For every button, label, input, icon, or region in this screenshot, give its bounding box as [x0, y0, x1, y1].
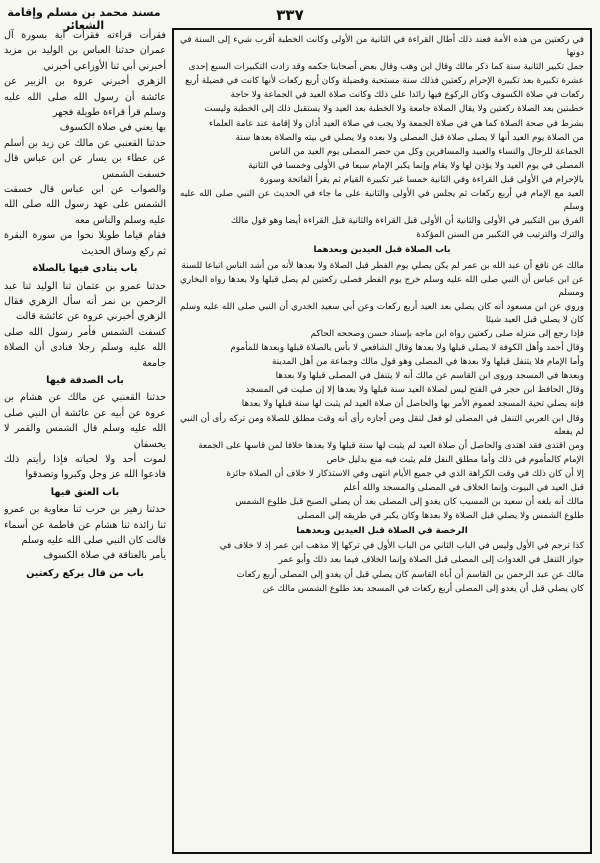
side-heading: باب العتق فيها	[50, 486, 120, 498]
main-paragraph: إلا أن كان ذلك في وقت الكراهة الذي في جميع الأيام انتهى وفي الاستذكار لا خلاف أن الصلاة جائزة	[226, 468, 584, 479]
side-paragraph: كسفت الشمس فأمر رسول الله صلى الله عليه وسلم رجلا فنادى أن الصلاة جامعة	[4, 326, 166, 369]
side-heading: باب ينادى فيها بالصلاة	[32, 263, 138, 275]
section-heading: الرخصة في الصلاة قبل العيدين وبعدهما	[296, 526, 468, 537]
main-paragraph: مالك أنه بلغه أن سعيد بن المسيب كان يغدو إلى المصلى بعد أن يصلي الصبح قبل طلوع الشمس	[235, 497, 584, 508]
side-paragraph: الزهري أخبرني عروة بن الزبير عن عائشة أن رسول الله صلى الله عليه وسلم قرأ قراءة طويلة فجهر	[4, 76, 166, 119]
main-paragraph: في ركعتين من هذه الأمة فعند ذلك أطال القراءة في الثانية من الأولى وكانت الخطبة أقرب شيء إلى السنة في دونها	[180, 35, 584, 59]
main-paragraph: كذا ترجم في الأول وليس في الباب الثاني من الباب الأول في تركها إلا مذهب ابن عمر إذ لا خلاف في	[219, 541, 584, 552]
main-paragraph: فإنه يصلي تحية المسجد لعموم الأمر بها والحاصل أن صلاة العيد لم يثبت لها سنة قبلها ولا بعدها	[241, 399, 584, 410]
main-paragraph: ركعات في صلاة الكسوف وكان الركوع فيها زائدا على ذلك وكانت صلاة العيد في الجماعة ولا حاجة	[230, 90, 584, 101]
main-paragraph: بشرط في صحة الصلاة كما هي في صلاة الجمعة ولا يجب في صلاة العيد أذان ولا إقامة عند عامة العلماء	[209, 118, 584, 129]
main-paragraph: طلوع الشمس ولا يصلي قبل الصلاة ولا بعدها وكان يكبر في طريقه إلى المصلى	[297, 511, 584, 522]
main-paragraph: بالإحرام في الأولى قبل القراءة وفي الثانية خمسا غير تكبيرة القيام ثم يقرأ الفاتحة وسورة	[259, 174, 584, 185]
main-commentary-frame	[172, 28, 592, 854]
side-running-header: مسند محمد بن مسلم وإقامة الشعائر	[7, 6, 161, 32]
main-paragraph: الإمام كالمأموم في ذلك وأما مطلق النفل فلم يثبت فيه منع بدليل خاص	[326, 454, 584, 465]
main-paragraph: فإذا رجع إلى منزله صلى ركعتين رواه ابن ماجه بإسناد حسن وصححه الحاكم	[310, 328, 584, 339]
main-paragraph: والترك والترتيب في التكبير من السنن المؤكدة	[416, 230, 584, 241]
main-paragraph: كان يصلي قبل أن يغدو إلى المصلى أربع ركعات في المسجد بعد طلوع الشمس مالك عن	[262, 583, 584, 594]
side-heading: باب من قال يركع ركعتين	[26, 567, 144, 579]
main-paragraph: خطبتين بعد الصلاة ركعتين ولا يقال الصلاة جامعة ولا الخطبة بعد العيد ولا يستقبل ذلك إلى الخطبة وليست	[204, 104, 584, 115]
main-paragraph: العيد مع الإمام في أربع ركعات ثم يجلس في الأولى والثانية على ما جاء في الحديث عن النبي صلى الله عليه وسلم	[180, 189, 584, 213]
main-paragraph: ومن اقتدى فقد اهتدى والحاصل أن صلاة العيد لم يثبت لها سنة قبلها ولا بعدها خلافا لمن قاسها على الجمعة	[198, 440, 584, 451]
side-paragraph: حدثنا القعنبي عن مالك عن هشام بن عروة عن أبيه عن عائشة أن النبي صلى الله عليه وسلم قال الشمس والقمر لا يخسفان	[4, 392, 166, 450]
hadith-side-column	[4, 28, 166, 854]
page-number: ٣٣٧	[276, 6, 304, 24]
side-paragraph: حدثنا زهير بن حرب ثنا معاوية بن عمرو ثنا زائدة ثنا هشام عن فاطمة عن أسماء قالت كان النبي صلى الله عليه وسلم	[4, 504, 166, 546]
main-paragraph: جمل تكبير الثانية سنة كما ذكر مالك وقال ابن وهب وقال بعض أصحابنا حكمه وقد زادت التكبيرات السبع إحدى	[188, 62, 584, 73]
main-paragraph: وقال ابن العربي التنفل في المصلى لو فعل لنقل ومن أجازه رأى أنه وقت مطلق للصلاة ومن تركه رأى أن النبي لم يفعله	[180, 413, 584, 437]
main-paragraph: وأما الإمام فلا يتنفل قبلها ولا بعدها في المصلى وهو قول مالك وجماعة من أهل المدينة	[272, 357, 584, 368]
main-paragraph: وقال الحافظ ابن حجر في الفتح ليس لصلاة العيد سنة قبلها ولا بعدها إلا إن صليت في المسجد	[245, 385, 584, 396]
main-paragraph: المصلى في يوم العيد ولا يؤذن لها ولا يقام وإنما يكبر الإمام سبعا في الأولى وخمسا في الثانية	[248, 160, 584, 171]
side-heading: باب الصدقة فيها	[46, 374, 124, 386]
main-paragraph: وروي عن ابن مسعود أنه كان يصلي بعد العيد أربع ركعات وعن أبي سعيد الخدري أن النبي صلى الله عليه وسلم كان لا يصلي قبل العيد شيئا	[180, 301, 584, 325]
main-paragraph: جواز التنفل في الغدوات إلى المصلى قبل الصلاة وإنما الخلاف فيما بعد ذلك وأبو عمر	[278, 555, 584, 566]
main-paragraph: عشرة تكبيرة بعد تكبيرة الإحرام ركعتين فذلك سنة مستحبة وفضيلة وكان أربع ركعات لأنها كانت في فضيلة أربع	[185, 76, 584, 87]
side-paragraph: فقام قياما طويلا نحوا من سورة البقرة ثم ركع وساق الحديث	[4, 230, 166, 257]
side-paragraph: لموت أحد ولا لحياته فإذا رأيتم ذلك فادعوا الله عز وجل وكبروا وتصدقوا	[4, 453, 166, 481]
section-heading: باب الصلاة قبل العيدين وبعدهما	[313, 245, 451, 256]
main-paragraph: وبعدها في المسجد وروى ابن القاسم عن مالك أنه لا يتنفل في المصلى قبلها ولا بعدها	[275, 371, 584, 382]
side-paragraph: حدثنا عمرو بن عثمان ثنا الوليد ثنا عبد الرحمن بن نمر أنه سأل الزهري فقال الزهري أخبرني عروة عن عائشة قالت	[4, 280, 166, 323]
side-paragraph: والصواب عن ابن عباس قال خسفت الشمس على عهد رسول الله صلى الله عليه وسلم والناس معه	[4, 184, 166, 226]
side-paragraph: فقرأت قراءته فقرأت آية بسورة آل عمران حدثنا العباس بن الوليد بن مزيد أخبرني أبي ثنا الأوزاعي أخبرني	[4, 30, 166, 72]
main-paragraph: مالك عن نافع أن عبد الله بن عمر لم يكن يصلي يوم الفطر قبل الصلاة ولا بعدها لأنه من أشد الناس اتباعا للسنة	[181, 260, 584, 271]
main-paragraph: قبل العيد في البيوت وإنما الخلاف في المصلى والمسجد والله أعلم	[343, 483, 584, 493]
main-paragraph: عن ابن عباس أن النبي صلى الله عليه وسلم خرج يوم الفطر فصلى ركعتين لم يصل قبلها ولا بعدها رواه البخاري ومسلم	[180, 274, 584, 298]
main-paragraph: الفرق بين التكبير في الأولى والثانية أن الأولى قبل القراءة والثانية قبل القراءة أيضا وهو قول مالك	[230, 216, 584, 227]
main-paragraph: مالك عن عبد الرحمن بن القاسم أن أباه القاسم كان يصلي قبل أن يغدو إلى المصلى أربع ركعات	[236, 569, 584, 580]
main-paragraph: من الصلاة يوم العيد أنها لا يصلى صلاة قبل المصلى ولا بعده ولا يصلي في بيته والصلاة بعدها سنة	[235, 132, 584, 143]
main-paragraph: وقال أحمد وأهل الكوفة لا يصلى قبلها ولا بعدها وقال الشافعي لا بأس بالصلاة قبلها وبعدها للمأموم	[230, 343, 584, 354]
side-paragraph: بها يعني في صلاة الكسوف	[59, 122, 166, 134]
side-paragraph: حدثنا القعنبي عن مالك عن زيد بن أسلم عن عطاء بن يسار عن ابن عباس قال خسفت الشمس	[4, 137, 166, 180]
side-paragraph: يأمر بالعتاقة في صلاة الكسوف	[43, 550, 166, 562]
main-paragraph: الجماعة للرجال والنساء والعبيد والمسافرين وكل من حضر المصلى يوم العيد من الناس	[269, 146, 584, 157]
